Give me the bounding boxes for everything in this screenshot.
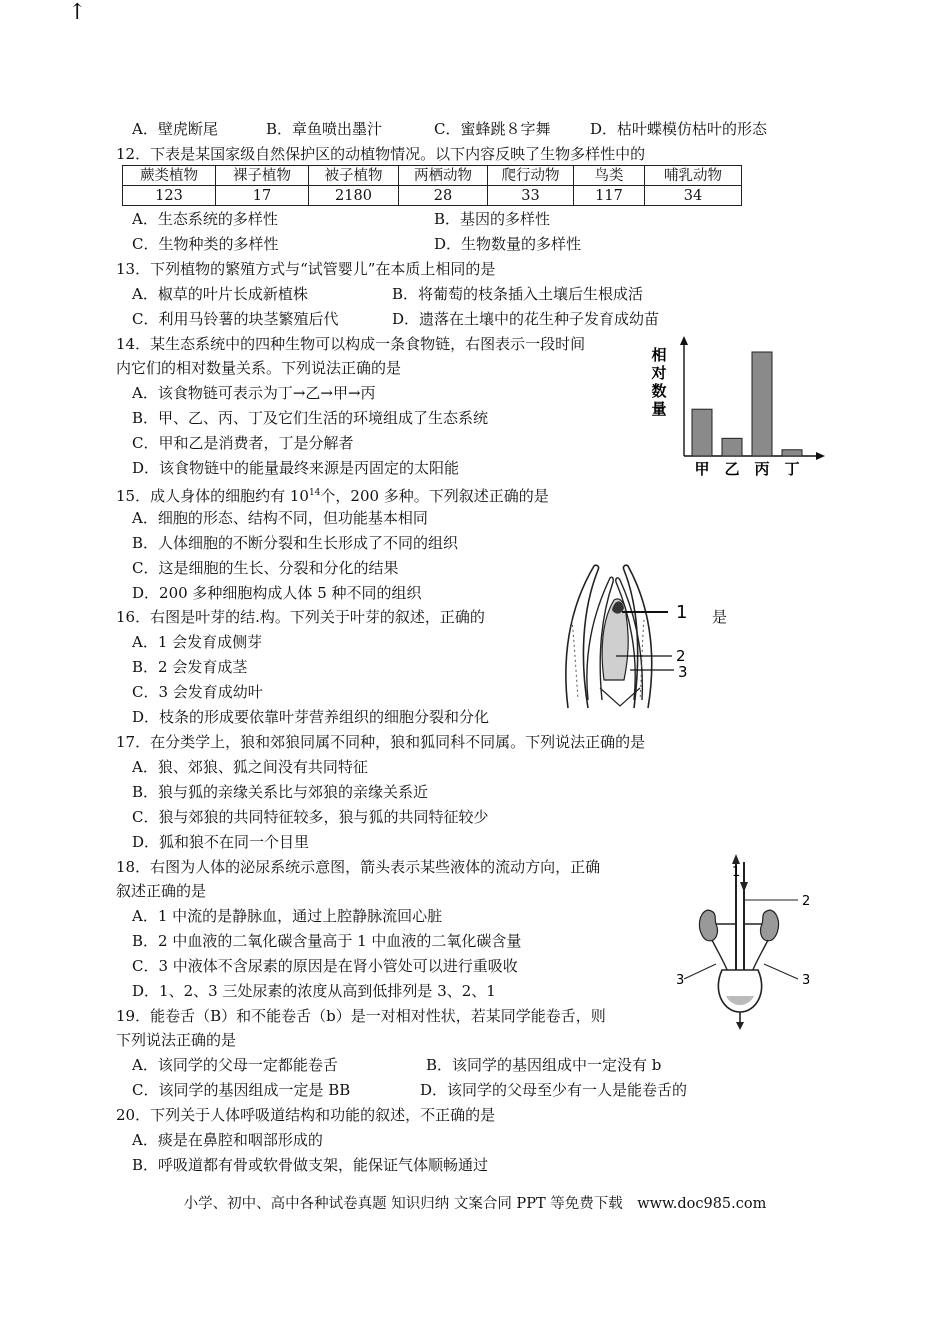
q19-stem-line1: 19．能卷舌（B）和不能卷舌（b）是一对相对性状，若某同学能卷舌，则 (116, 1007, 606, 1025)
q20-option-a: A．痰是在鼻腔和咽部形成的 (132, 1131, 323, 1149)
q11-option-d: D．枯叶蝶模仿枯叶的形态 (590, 120, 768, 138)
q19-option-a: A．该同学的父母一定都能卷舌 (132, 1056, 338, 1074)
urinary-label-2: 2 (802, 894, 811, 909)
q14-option-a: A．该食物链可表示为丁→乙→甲→丙 (132, 384, 376, 402)
q18-stem-line2: 叙述正确的是 (116, 882, 207, 900)
q18-option-d: D．1、2、3 三处尿素的浓度从高到低排列是 3、2、1 (132, 982, 496, 1000)
urinary-system-diagram (672, 852, 822, 1032)
q17-option-c: C．狼与郊狼的共同特征较多，狼与狐的共同特征较少 (132, 808, 489, 826)
q12-option-a: A．生态系统的多样性 (132, 210, 278, 228)
urinary-label-3-right: 3 (802, 973, 811, 988)
q18-stem-line1: 18．右图为人体的泌尿系统示意图，箭头表示某些液体的流动方向，正确 (116, 858, 601, 876)
bar-乙 (722, 438, 742, 456)
label-line-3-left (684, 964, 716, 979)
relative-quantity-bar-chart (640, 332, 830, 480)
q19-stem-line2: 下列说法正确的是 (116, 1031, 237, 1049)
scale-texture (572, 620, 578, 700)
q14-option-c: C．甲和乙是消费者，丁是分解者 (132, 434, 354, 452)
q12-option-d: D．生物数量的多样性 (434, 235, 582, 253)
bud-label-2: 2 (676, 647, 686, 665)
bar-甲 (692, 409, 712, 456)
q15-stem-post: 个，200 多种。下列叙述正确的是 (320, 487, 549, 505)
q18-option-b: B．2 中血液的二氧化碳含量高于 1 中血液的二氧化碳含量 (132, 932, 522, 950)
top-arrow-marker: ↑ (68, 0, 87, 25)
chart-ylabel: 相对数量 (651, 346, 667, 418)
q18-option-a: A．1 中流的是静脉血，通过上腔静脉流回心脏 (132, 907, 443, 925)
q12-stem: 12．下表是某国家级自然保护区的动植物情况。以下内容反映了生物多样性中的 (116, 145, 646, 163)
q16-option-c: C．3 会发育成幼叶 (132, 683, 263, 701)
ureter-right (752, 940, 768, 972)
table-header-row (123, 166, 742, 186)
table-cell: 17 (216, 186, 309, 206)
q19-option-d: D．该同学的父母至少有一人是能卷舌的 (420, 1081, 688, 1099)
table-header-cell: 裸子植物 (216, 166, 309, 186)
q11-option-a: A．壁虎断尾 (132, 120, 218, 138)
urinary-label-1: 1 (732, 865, 741, 880)
category-label: 丁 (784, 460, 800, 478)
q15-option-a: A．细胞的形态、结构不同，但功能基本相同 (132, 509, 428, 527)
q20-stem: 20．下列关于人体呼吸道结构和功能的叙述，不正确的是 (116, 1106, 496, 1124)
down-arrow-icon (740, 882, 748, 892)
q17-option-a: A．狼、郊狼、狐之间没有共同特征 (132, 758, 368, 776)
q13-option-d: D．遗落在土壤中的花生种子发育成幼苗 (392, 310, 660, 328)
q13-option-c: C．利用马铃薯的块茎繁殖后代 (132, 310, 339, 328)
urethra-arrow-icon (736, 1022, 744, 1030)
q15-option-d: D．200 多种细胞构成人体 5 种不同的组织 (132, 584, 422, 602)
kidney-right (760, 910, 778, 941)
q15-option-c: C．这是细胞的生长、分裂和分化的结果 (132, 559, 399, 577)
table-header-cell: 被子植物 (309, 166, 399, 186)
leaf-bud-diagram (560, 560, 700, 712)
q14-stem-line1: 14．某生态系统中的四种生物可以构成一条食物链，右图表示一段时间 (116, 335, 586, 353)
q16-option-b: B．2 会发育成茎 (132, 658, 248, 676)
bar-丁 (782, 450, 802, 456)
q16-option-d: D．枝条的形成要依靠叶芽营养组织的细胞分裂和分化 (132, 708, 490, 726)
table-cell: 34 (645, 186, 742, 206)
q19-option-c: C．该同学的基因组成一定是 BB (132, 1081, 351, 1099)
table-cell: 33 (488, 186, 574, 206)
bud-label-1: 1 (676, 602, 688, 623)
bars-group (692, 352, 802, 456)
q13-option-a: A．椒草的叶片长成新植株 (132, 285, 308, 303)
q16-stem: 16．右图是叶芽的结.构。下列关于叶芽的叙述，正确的 (116, 608, 485, 626)
table-header-cell: 爬行动物 (488, 166, 574, 186)
table-header-cell: 哺乳动物 (645, 166, 742, 186)
table-cell: 117 (574, 186, 645, 206)
q17-option-b: B．狼与狐的亲缘关系比与郊狼的亲缘关系近 (132, 783, 429, 801)
q11-option-b: B．章鱼喷出墨汁 (266, 120, 383, 138)
urinary-label-3-left: 3 (676, 973, 685, 988)
q12-option-c: C．生物种类的多样性 (132, 235, 279, 253)
q12-option-b: B．基因的多样性 (434, 210, 551, 228)
x-axis-arrowhead (816, 452, 825, 460)
q14-option-d: D．该食物链中的能量最终来源是丙固定的太阳能 (132, 459, 460, 477)
bar-丙 (752, 352, 772, 456)
q17-option-d: D．狐和狼不在同一个目里 (132, 833, 310, 851)
table-cell: 2180 (309, 186, 399, 206)
kidney-left (699, 910, 717, 941)
q15-exponent: 14 (308, 488, 321, 498)
q11-option-c: C．蜜蜂跳８字舞 (434, 120, 551, 138)
category-label: 甲 (694, 460, 710, 478)
biodiversity-table (122, 165, 742, 206)
q17-stem: 17．在分类学上，狼和郊狼同属不同种，狼和狐同科不同属。下列说法正确的是 (116, 733, 646, 751)
q13-stem: 13．下列植物的繁殖方式与“试管婴儿”在本质上相同的是 (116, 260, 496, 278)
q15-option-b: B．人体细胞的不断分裂和生长形成了不同的组织 (132, 534, 459, 552)
ureter-left (712, 940, 728, 972)
q15-stem-pre: 15．成人身体的细胞约有 10 (116, 487, 309, 505)
table-row (123, 186, 742, 206)
q13-option-b: B．将葡萄的枝条插入土壤后生根成活 (392, 285, 644, 303)
page-footer: 小学、初中、高中各种试卷真题 知识归纳 文案合同 PPT 等免费下载 www.doc985.com (183, 1196, 767, 1212)
table-cell: 123 (123, 186, 216, 206)
bud-label-3: 3 (678, 663, 688, 681)
table-header-cell: 两栖动物 (399, 166, 488, 186)
q15-stem (116, 483, 549, 506)
q14-option-b: B．甲、乙、丙、丁及它们生活的环境组成了生态系统 (132, 409, 489, 427)
table-header-cell: 鸟类 (574, 166, 645, 186)
table-cell: 28 (399, 186, 488, 206)
q14-stem-line2: 内它们的相对数量关系。下列说法正确的是 (116, 359, 402, 377)
table-header-cell: 蕨类植物 (123, 166, 216, 186)
q16-option-a: A．1 会发育成侧芽 (132, 633, 263, 651)
bladder (718, 970, 761, 1012)
q20-option-b: B．呼吸道都有骨或软骨做支架，能保证气体顺畅通过 (132, 1156, 489, 1174)
category-label: 丙 (754, 460, 770, 478)
q18-option-c: C．3 中液体不含尿素的原因是在肾小管处可以进行重吸收 (132, 957, 518, 975)
up-arrow-icon (732, 854, 740, 864)
outer-scale-left (566, 565, 599, 708)
y-axis-arrowhead (680, 336, 688, 345)
category-label: 乙 (724, 460, 740, 478)
q16-stem-tail: 是 (712, 608, 728, 626)
label-line-3-right (764, 964, 798, 979)
category-labels-group (694, 460, 799, 478)
q19-option-b: B．该同学的基因组成中一定没有 b (426, 1056, 662, 1074)
